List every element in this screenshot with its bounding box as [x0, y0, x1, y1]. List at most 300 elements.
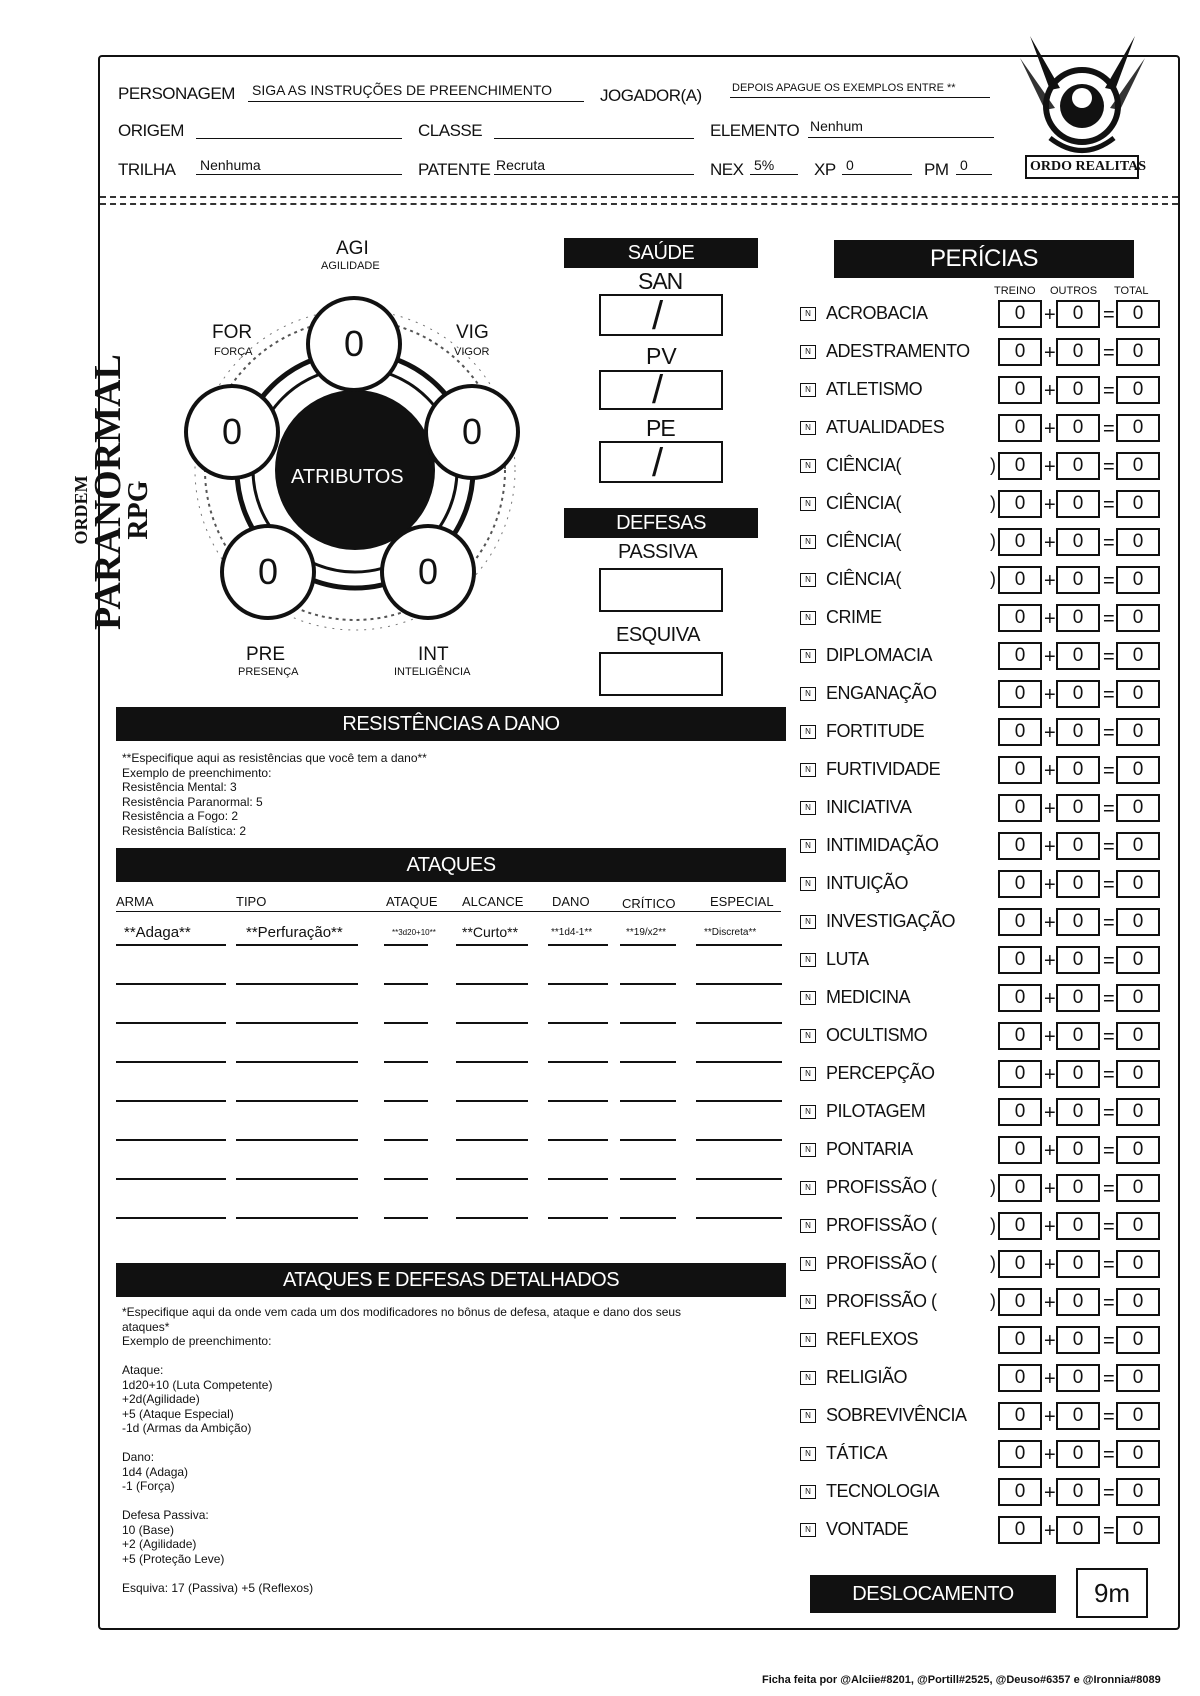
attack-field-line[interactable]: [548, 1139, 608, 1141]
skill-outros-field[interactable]: 0: [1056, 1478, 1100, 1506]
skill-total-field[interactable]: 0: [1116, 452, 1160, 480]
attack-field-line[interactable]: [456, 983, 528, 985]
detalhados-line: 1d4 (Adaga): [122, 1464, 189, 1479]
skill-outros-field[interactable]: 0: [1056, 794, 1100, 822]
detalhados-line: *Especifique aqui da onde vem cada um dos modificadores no bônus de defesa, ataque e dano dos seus: [122, 1305, 682, 1319]
skill-treino-field[interactable]: 0: [998, 984, 1042, 1012]
skill-outros-field[interactable]: 0: [1056, 566, 1100, 594]
skill-treino-field[interactable]: 0: [998, 1288, 1042, 1316]
skill-treino-field[interactable]: 0: [998, 1326, 1042, 1354]
attack-field-line[interactable]: [116, 1100, 226, 1102]
xp-underline: [842, 174, 912, 175]
attack-field-line[interactable]: [116, 1022, 226, 1024]
skill-trained-checkbox[interactable]: N: [800, 611, 816, 625]
skill-outros-field[interactable]: 0: [1056, 1174, 1100, 1202]
skill-trained-checkbox[interactable]: N: [800, 763, 816, 777]
skill-total-field[interactable]: 0: [1116, 414, 1160, 442]
nex-field[interactable]: 5%: [754, 157, 775, 173]
skill-outros-field[interactable]: 0: [1056, 1098, 1100, 1126]
skill-treino-field[interactable]: 0: [998, 870, 1042, 898]
plus-sign: +: [1044, 608, 1056, 630]
xp-field[interactable]: 0: [846, 157, 854, 173]
attack-field-line[interactable]: [696, 983, 782, 985]
skill-row: [800, 1212, 1176, 1242]
skill-total-field[interactable]: 0: [1116, 1326, 1160, 1354]
equals-sign: =: [1103, 1444, 1115, 1466]
example-dano[interactable]: **1d4-1**: [551, 927, 593, 938]
skill-total-field[interactable]: 0: [1116, 1364, 1160, 1392]
skill-name: FURTIVIDADE: [826, 759, 941, 779]
resistencias-line: Resistência Balística: 2: [122, 823, 247, 838]
example-alcance[interactable]: **Curto**: [462, 924, 519, 940]
skill-trained-checkbox[interactable]: N: [800, 1219, 816, 1233]
skill-treino-field[interactable]: 0: [998, 680, 1042, 708]
personagem-field[interactable]: SIGA AS INSTRUÇÕES DE PREENCHIMENTO: [252, 82, 553, 98]
skill-total-field[interactable]: 0: [1116, 1402, 1160, 1430]
skill-treino-field[interactable]: 0: [998, 718, 1042, 746]
attack-field-line[interactable]: [696, 1178, 782, 1180]
skill-total-field[interactable]: 0: [1116, 908, 1160, 936]
col-ataque: ATAQUE: [386, 894, 438, 909]
skill-outros-field[interactable]: 0: [1056, 1326, 1100, 1354]
skill-name: PILOTAGEM: [826, 1101, 926, 1121]
equals-sign: =: [1103, 304, 1115, 326]
xp-label: XP: [814, 160, 836, 179]
skill-treino-field[interactable]: 0: [998, 946, 1042, 974]
skill-treino-field[interactable]: 0: [998, 300, 1042, 328]
skill-total-field[interactable]: 0: [1116, 1022, 1160, 1050]
skill-treino-field[interactable]: 0: [998, 376, 1042, 404]
attack-field-line[interactable]: [548, 1217, 608, 1219]
pre-abbr: PRE: [246, 644, 286, 665]
skill-trained-checkbox[interactable]: N: [800, 1371, 816, 1385]
pm-label: PM: [924, 160, 949, 179]
skill-outros-field[interactable]: 0: [1056, 680, 1100, 708]
skill-total-field[interactable]: 0: [1116, 1440, 1160, 1468]
skill-total-field[interactable]: 0: [1116, 1174, 1160, 1202]
attack-field-line[interactable]: [696, 1100, 782, 1102]
attack-field-line[interactable]: [456, 1217, 528, 1219]
skill-row: [800, 1136, 1176, 1166]
skill-trained-checkbox[interactable]: N: [800, 307, 816, 321]
example-critico[interactable]: **19/x2**: [626, 927, 667, 938]
jogador-label: JOGADOR(A): [600, 86, 702, 105]
attack-field-line[interactable]: [620, 1178, 676, 1180]
agi-value[interactable]: 0: [306, 296, 402, 392]
skill-total-field[interactable]: 0: [1116, 490, 1160, 518]
equals-sign: =: [1103, 1216, 1115, 1238]
equals-sign: =: [1103, 1064, 1115, 1086]
skill-outros-field[interactable]: 0: [1056, 338, 1100, 366]
equals-sign: =: [1103, 608, 1115, 630]
skill-total-field[interactable]: 0: [1116, 1136, 1160, 1164]
skill-outros-field[interactable]: 0: [1056, 908, 1100, 936]
skill-treino-field[interactable]: 0: [998, 1098, 1042, 1126]
skill-name: DIPLOMACIA: [826, 645, 933, 665]
attack-field-line[interactable]: [236, 1100, 358, 1102]
skill-total-field[interactable]: 0: [1116, 946, 1160, 974]
attack-field-line[interactable]: [116, 944, 226, 946]
attack-field-line[interactable]: [236, 1217, 358, 1219]
skill-row: [800, 1516, 1176, 1546]
attack-field-line[interactable]: [620, 1061, 676, 1063]
skill-treino-field[interactable]: 0: [998, 490, 1042, 518]
attack-field-line[interactable]: [696, 1061, 782, 1063]
skill-outros-field[interactable]: 0: [1056, 984, 1100, 1012]
skill-row: [800, 908, 1176, 938]
attack-field-line[interactable]: [116, 1217, 226, 1219]
attack-field-line[interactable]: [384, 1139, 428, 1141]
skill-trained-checkbox[interactable]: N: [800, 1067, 816, 1081]
skill-trained-checkbox[interactable]: N: [800, 1523, 816, 1537]
skill-trained-checkbox[interactable]: N: [800, 1143, 816, 1157]
skill-total-field[interactable]: 0: [1116, 300, 1160, 328]
skill-total-field[interactable]: 0: [1116, 984, 1160, 1012]
skill-treino-field[interactable]: 0: [998, 832, 1042, 860]
skill-trained-checkbox[interactable]: N: [800, 649, 816, 663]
pm-field[interactable]: 0: [960, 157, 968, 173]
example-arma[interactable]: **Adaga**: [124, 924, 191, 941]
col-treino: TREINO: [994, 285, 1036, 297]
attack-field-line[interactable]: [384, 1100, 428, 1102]
attack-field-line[interactable]: [116, 1139, 226, 1141]
plus-sign: +: [1044, 380, 1056, 402]
skill-outros-field[interactable]: 0: [1056, 1402, 1100, 1430]
vig-name: VIGOR: [454, 346, 490, 358]
skill-total-field[interactable]: 0: [1116, 1098, 1160, 1126]
plus-sign: +: [1044, 532, 1056, 554]
skill-treino-field[interactable]: 0: [998, 604, 1042, 632]
skill-total-field[interactable]: 0: [1116, 604, 1160, 632]
attack-field-line[interactable]: [456, 1178, 528, 1180]
skill-row: [800, 528, 1176, 558]
skill-treino-field[interactable]: 0: [998, 1440, 1042, 1468]
attack-field-line[interactable]: [696, 1139, 782, 1141]
skill-treino-field[interactable]: 0: [998, 528, 1042, 556]
attack-field-line[interactable]: [620, 1100, 676, 1102]
skill-total-field[interactable]: 0: [1116, 376, 1160, 404]
vig-value[interactable]: 0: [424, 384, 520, 480]
skill-total-field[interactable]: 0: [1116, 642, 1160, 670]
attack-field-line[interactable]: [620, 983, 676, 985]
attack-field-line[interactable]: [384, 1178, 428, 1180]
defesas-title: DEFESAS: [564, 508, 758, 538]
skill-name: INTIMIDAÇÃO: [826, 835, 939, 855]
skill-total-field[interactable]: 0: [1116, 338, 1160, 366]
skill-trained-checkbox[interactable]: N: [800, 421, 816, 435]
attack-field-line[interactable]: [620, 944, 676, 946]
skill-treino-field[interactable]: 0: [998, 1022, 1042, 1050]
detalhados-line: +5 (Proteção Leve): [122, 1551, 225, 1566]
skill-paren-close: ): [990, 1291, 996, 1311]
attack-field-line[interactable]: [236, 1061, 358, 1063]
attack-field-line[interactable]: [384, 1022, 428, 1024]
skill-trained-checkbox[interactable]: N: [800, 1333, 816, 1347]
pe-label: PE: [646, 415, 675, 441]
skill-name: PROFISSÃO (: [826, 1215, 937, 1235]
skill-outros-field[interactable]: 0: [1056, 414, 1100, 442]
skill-outros-field[interactable]: 0: [1056, 528, 1100, 556]
skill-trained-checkbox[interactable]: N: [800, 1105, 816, 1119]
skill-trained-checkbox[interactable]: N: [800, 1181, 816, 1195]
skill-outros-field[interactable]: 0: [1056, 642, 1100, 670]
skill-paren-close: ): [990, 569, 996, 589]
skill-outros-field[interactable]: 0: [1056, 376, 1100, 404]
skill-treino-field[interactable]: 0: [998, 414, 1042, 442]
attack-field-line[interactable]: [548, 1022, 608, 1024]
skill-outros-field[interactable]: 0: [1056, 832, 1100, 860]
skill-outros-field[interactable]: 0: [1056, 1212, 1100, 1240]
attack-field-line[interactable]: [696, 944, 782, 946]
attack-field-line[interactable]: [456, 1061, 528, 1063]
skill-treino-field[interactable]: 0: [998, 1060, 1042, 1088]
skill-name: VONTADE: [826, 1519, 909, 1539]
skill-treino-field[interactable]: 0: [998, 1364, 1042, 1392]
skill-total-field[interactable]: 0: [1116, 870, 1160, 898]
plus-sign: +: [1044, 1368, 1056, 1390]
esquiva-label: ESQUIVA: [616, 624, 700, 646]
attack-field-line[interactable]: [384, 983, 428, 985]
skill-trained-checkbox[interactable]: N: [800, 1257, 816, 1271]
plus-sign: +: [1044, 1178, 1056, 1200]
equals-sign: =: [1103, 1140, 1115, 1162]
skill-outros-field[interactable]: 0: [1056, 718, 1100, 746]
skill-outros-field[interactable]: 0: [1056, 604, 1100, 632]
attack-field-line[interactable]: [384, 1061, 428, 1063]
attack-field-line[interactable]: [456, 1139, 528, 1141]
skill-paren-close: ): [990, 1253, 996, 1273]
col-total: TOTAL: [1114, 285, 1149, 297]
attack-field-line[interactable]: [236, 1139, 358, 1141]
skill-treino-field[interactable]: 0: [998, 566, 1042, 594]
skill-outros-field[interactable]: 0: [1056, 1250, 1100, 1278]
skill-outros-field[interactable]: 0: [1056, 490, 1100, 518]
logo-rpg: RPG: [123, 480, 154, 540]
skill-trained-checkbox[interactable]: N: [800, 1485, 816, 1499]
skill-name: PROFISSÃO (: [826, 1291, 937, 1311]
attack-field-line[interactable]: [548, 1100, 608, 1102]
deslocamento-label: DESLOCAMENTO: [810, 1575, 1056, 1613]
skill-treino-field[interactable]: 0: [998, 1516, 1042, 1544]
skill-trained-checkbox[interactable]: N: [800, 535, 816, 549]
trilha-underline: [196, 174, 402, 175]
skill-total-field[interactable]: 0: [1116, 566, 1160, 594]
ataques-header-line: [116, 911, 781, 912]
skill-name: CIÊNCIA(: [826, 455, 902, 475]
skill-total-field[interactable]: 0: [1116, 718, 1160, 746]
ordo-realitas-logo: [1010, 28, 1155, 188]
skill-trained-checkbox[interactable]: N: [800, 915, 816, 929]
attack-field-line[interactable]: [116, 983, 226, 985]
equals-sign: =: [1103, 342, 1115, 364]
skill-total-field[interactable]: 0: [1116, 1250, 1160, 1278]
int-value[interactable]: 0: [380, 524, 476, 620]
skill-row: [800, 1022, 1176, 1052]
skill-total-field[interactable]: 0: [1116, 1478, 1160, 1506]
plus-sign: +: [1044, 760, 1056, 782]
attack-field-line[interactable]: [548, 944, 608, 946]
skill-trained-checkbox[interactable]: N: [800, 991, 816, 1005]
skill-trained-checkbox[interactable]: N: [800, 573, 816, 587]
skill-trained-checkbox[interactable]: N: [800, 801, 816, 815]
skill-trained-checkbox[interactable]: N: [800, 725, 816, 739]
skill-trained-checkbox[interactable]: N: [800, 687, 816, 701]
skill-trained-checkbox[interactable]: N: [800, 383, 816, 397]
example-ataque[interactable]: **3d20+10**: [392, 928, 436, 937]
detalhados-line: Ataque:: [122, 1363, 164, 1377]
skill-trained-checkbox[interactable]: N: [800, 1029, 816, 1043]
detalhados-line: [122, 1436, 782, 1451]
example-tipo[interactable]: **Perfuração**: [246, 924, 343, 941]
attack-field-line[interactable]: [620, 1217, 676, 1219]
skill-outros-field[interactable]: 0: [1056, 1060, 1100, 1088]
skill-treino-field[interactable]: 0: [998, 794, 1042, 822]
col-critico: CRÍTICO: [622, 896, 676, 911]
skill-treino-field[interactable]: 0: [998, 1212, 1042, 1240]
skill-outros-field[interactable]: 0: [1056, 1288, 1100, 1316]
skill-trained-checkbox[interactable]: N: [800, 877, 816, 891]
pericias-title: PERÍCIAS: [834, 240, 1134, 278]
skill-trained-checkbox[interactable]: N: [800, 1447, 816, 1461]
skill-total-field[interactable]: 0: [1116, 1516, 1160, 1544]
attack-field-line[interactable]: [696, 1217, 782, 1219]
skill-trained-checkbox[interactable]: N: [800, 1409, 816, 1423]
pre-value[interactable]: 0: [220, 524, 316, 620]
skill-row: [800, 794, 1176, 824]
elemento-field[interactable]: Nenhum: [810, 118, 863, 134]
equals-sign: =: [1103, 1292, 1115, 1314]
agi-abbr: AGI: [336, 238, 369, 259]
skill-treino-field[interactable]: 0: [998, 338, 1042, 366]
skill-treino-field[interactable]: 0: [998, 642, 1042, 670]
int-abbr: INT: [418, 644, 449, 665]
skill-trained-checkbox[interactable]: N: [800, 345, 816, 359]
skill-outros-field[interactable]: 0: [1056, 870, 1100, 898]
skill-outros-field[interactable]: 0: [1056, 1022, 1100, 1050]
skill-treino-field[interactable]: 0: [998, 1174, 1042, 1202]
skill-row: [800, 680, 1176, 710]
attack-field-line[interactable]: [236, 983, 358, 985]
attack-field-line[interactable]: [116, 1178, 226, 1180]
attack-field-line[interactable]: [548, 1178, 608, 1180]
plus-sign: +: [1044, 950, 1056, 972]
skill-total-field[interactable]: 0: [1116, 756, 1160, 784]
footer-credits: Ficha feita por @Alciie#8201, @Portill#2525, @Deuso#6357 e @Ironnia#8089: [762, 1674, 1161, 1686]
trilha-field[interactable]: Nenhuma: [200, 157, 261, 173]
col-alcance: ALCANCE: [462, 894, 524, 909]
skill-row: [800, 718, 1176, 748]
skill-paren-close: ): [990, 455, 996, 475]
classe-field[interactable]: [494, 138, 694, 139]
patente-field[interactable]: Recruta: [496, 157, 546, 173]
skill-treino-field[interactable]: 0: [998, 756, 1042, 784]
detalhados-line: Defesa Passiva:: [122, 1508, 209, 1522]
attack-field-line[interactable]: [620, 1139, 676, 1141]
attack-field-line[interactable]: [236, 1178, 358, 1180]
resistencias-line: Resistência Mental: 3: [122, 780, 237, 794]
skill-total-field[interactable]: 0: [1116, 1288, 1160, 1316]
skill-treino-field[interactable]: 0: [998, 1250, 1042, 1278]
attack-field-line[interactable]: [548, 1061, 608, 1063]
skill-row: [800, 566, 1176, 596]
skill-treino-field[interactable]: 0: [998, 908, 1042, 936]
skill-row: [800, 1250, 1176, 1280]
skill-trained-checkbox[interactable]: N: [800, 953, 816, 967]
attack-field-line[interactable]: [456, 1022, 528, 1024]
attack-field-line[interactable]: [696, 1022, 782, 1024]
skill-outros-field[interactable]: 0: [1056, 1136, 1100, 1164]
col-outros: OUTROS: [1050, 285, 1098, 297]
skill-total-field[interactable]: 0: [1116, 528, 1160, 556]
skill-treino-field[interactable]: 0: [998, 1478, 1042, 1506]
skill-outros-field[interactable]: 0: [1056, 300, 1100, 328]
passiva-box[interactable]: [599, 568, 723, 612]
skill-treino-field[interactable]: 0: [998, 1136, 1042, 1164]
attack-field-line[interactable]: [384, 944, 428, 946]
skill-outros-field[interactable]: 0: [1056, 756, 1100, 784]
skill-outros-field[interactable]: 0: [1056, 1364, 1100, 1392]
skill-trained-checkbox[interactable]: N: [800, 459, 816, 473]
attack-field-line[interactable]: [620, 1022, 676, 1024]
example-especial[interactable]: **Discreta**: [704, 927, 757, 938]
skill-outros-field[interactable]: 0: [1056, 946, 1100, 974]
attack-field-line[interactable]: [456, 944, 528, 946]
skill-total-field[interactable]: 0: [1116, 680, 1160, 708]
plus-sign: +: [1044, 1406, 1056, 1428]
attack-field-line[interactable]: [236, 944, 358, 946]
int-name: INTELIGÊNCIA: [394, 666, 471, 678]
plus-sign: +: [1044, 988, 1056, 1010]
attack-field-line[interactable]: [116, 1061, 226, 1063]
attack-field-line[interactable]: [456, 1100, 528, 1102]
skill-total-field[interactable]: 0: [1116, 1212, 1160, 1240]
skill-total-field[interactable]: 0: [1116, 1060, 1160, 1088]
skill-trained-checkbox[interactable]: N: [800, 497, 816, 511]
jogador-field[interactable]: DEPOIS APAGUE OS EXEMPLOS ENTRE **: [732, 82, 956, 94]
skill-row: [800, 338, 1176, 368]
skill-trained-checkbox[interactable]: N: [800, 1295, 816, 1309]
for-value[interactable]: 0: [184, 384, 280, 480]
skill-outros-field[interactable]: 0: [1056, 452, 1100, 480]
trilha-label: TRILHA: [118, 160, 176, 179]
skill-name: SOBREVIVÊNCIA: [826, 1405, 967, 1425]
detalhados-line: +2 (Agilidade): [122, 1537, 197, 1551]
attack-field-line[interactable]: [236, 1022, 358, 1024]
attack-field-line[interactable]: [384, 1217, 428, 1219]
skill-trained-checkbox[interactable]: N: [800, 839, 816, 853]
origem-field[interactable]: [196, 138, 402, 139]
skill-outros-field[interactable]: 0: [1056, 1516, 1100, 1544]
plus-sign: +: [1044, 1482, 1056, 1504]
col-tipo: TIPO: [236, 894, 267, 909]
skill-outros-field[interactable]: 0: [1056, 1440, 1100, 1468]
equals-sign: =: [1103, 874, 1115, 896]
deslocamento-value[interactable]: 9m: [1076, 1568, 1148, 1618]
skill-name: ATUALIDADES: [826, 417, 945, 437]
detalhados-text[interactable]: [122, 1305, 782, 1595]
esquiva-box[interactable]: [599, 652, 723, 696]
skill-treino-field[interactable]: 0: [998, 1402, 1042, 1430]
skill-total-field[interactable]: 0: [1116, 794, 1160, 822]
equals-sign: =: [1103, 1026, 1115, 1048]
skill-total-field[interactable]: 0: [1116, 832, 1160, 860]
skill-row: [800, 832, 1176, 862]
resistencias-text[interactable]: [122, 751, 782, 838]
attack-field-line[interactable]: [548, 983, 608, 985]
detalhados-line: +2d(Agilidade): [122, 1392, 200, 1406]
skill-row: [800, 1364, 1176, 1394]
skill-treino-field[interactable]: 0: [998, 452, 1042, 480]
